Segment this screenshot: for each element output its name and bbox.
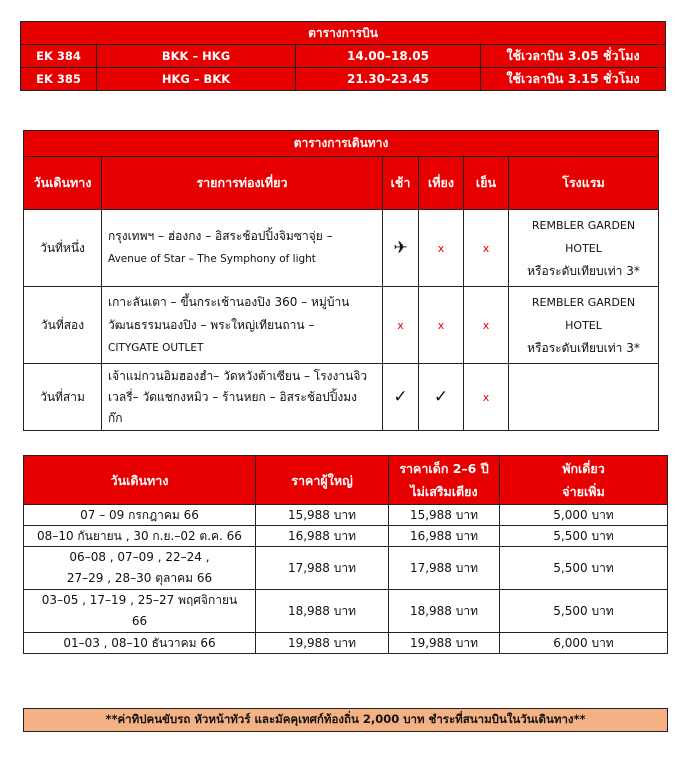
travel-dates: 07 – 09 กรกฎาคม 66 — [24, 505, 256, 526]
breakfast-cell — [383, 364, 419, 431]
airplane-icon: ✈ — [393, 238, 408, 258]
lunch-cell — [419, 364, 464, 431]
tip-note: **ค่าทิปคนขับรถ หัวหน้าทัวร์ และมัคคุเทศก์ท้องถิ่น 2,000 บาท ชำระที่สนามบินในวันเดินทาง** — [23, 708, 668, 732]
child-price: 15,988 บาท — [389, 505, 500, 526]
child-price: 19,988 บาท — [389, 633, 500, 654]
single-supplement: 5,000 บาท — [500, 505, 668, 526]
day-label: วันที่สอง — [24, 287, 102, 364]
travel-dates-line: 03–05 , 17–19 , 25–27 พฤศจิกายน — [41, 593, 238, 607]
flight-row — [21, 45, 666, 68]
header-single-line: พักเดี่ยว — [562, 461, 605, 476]
flight-code: EK 384 — [21, 45, 97, 68]
travel-dates-line: 66 — [131, 614, 148, 628]
flight-time: 21.30–23.45 — [296, 68, 481, 91]
adult-price: 15,988 บาท — [256, 505, 389, 526]
itinerary-table — [23, 130, 659, 431]
flight-schedule-table — [20, 21, 666, 91]
header-hotel: โรงแรม — [509, 157, 659, 210]
travel-dates-line: 06–08 , 07–09 , 22–24 , — [69, 550, 210, 564]
itinerary-row — [24, 364, 659, 431]
breakfast-cell — [383, 287, 419, 364]
travel-dates — [24, 590, 256, 633]
adult-price: 18,988 บาท — [256, 590, 389, 633]
price-row — [24, 547, 668, 590]
child-price: 18,988 บาท — [389, 590, 500, 633]
program-line: กรุงเทพฯ – ฮ่องกง – อิสระช้อปปิ้งจิมซาจุ่ย – — [108, 229, 333, 243]
flight-code: EK 385 — [21, 68, 97, 91]
lunch-cell — [419, 210, 464, 287]
child-price: 17,988 บาท — [389, 547, 500, 590]
header-dinner: เย็น — [464, 157, 509, 210]
hotel-name: REMBLER GARDEN — [531, 295, 636, 309]
price-row — [24, 526, 668, 547]
cross-mark: x — [482, 242, 490, 255]
program-line: ก๊ก — [108, 410, 123, 425]
cross-mark: x — [397, 319, 404, 332]
header-dates: วันเดินทาง — [24, 456, 256, 505]
travel-dates — [24, 547, 256, 590]
adult-price: 16,988 บาท — [256, 526, 389, 547]
single-supplement: 5,500 บาท — [500, 547, 668, 590]
flight-row — [21, 68, 666, 91]
flight-route: HKG – BKK — [97, 68, 296, 91]
travel-dates: 08–10 กันยายน , 30 ก.ย.–02 ต.ค. 66 — [24, 526, 256, 547]
lunch-cell — [419, 287, 464, 364]
itinerary-title: ตารางการเดินทาง — [24, 131, 659, 157]
program-line: เกาะลันเตา – ขึ้นกระเช้านองปิง 360 – หมู่บ้าน — [108, 294, 350, 309]
price-table — [23, 455, 668, 654]
travel-dates-line: 27–29 , 28–30 ตุลาคม 66 — [66, 571, 213, 585]
breakfast-cell — [383, 210, 419, 287]
price-row — [24, 633, 668, 654]
hotel-cell — [509, 364, 659, 431]
header-breakfast: เช้า — [383, 157, 419, 210]
cross-mark: x — [482, 319, 490, 332]
cross-mark: x — [437, 319, 445, 332]
price-row — [24, 590, 668, 633]
hotel-note: หรือระดับเทียบเท่า 3* — [527, 263, 640, 278]
hotel-note: หรือระดับเทียบเท่า 3* — [527, 340, 640, 355]
check-icon: ✓ — [433, 387, 449, 407]
header-single-line: จ่ายเพิ่ม — [562, 484, 605, 499]
program-text — [102, 364, 383, 431]
flight-schedule-title: ตารางการบิน — [21, 22, 666, 45]
header-day: วันเดินทาง — [24, 157, 102, 210]
header-child-price — [389, 456, 500, 505]
itinerary-row — [24, 287, 659, 364]
header-adult-price: ราคาผู้ใหญ่ — [256, 456, 389, 505]
child-price: 16,988 บาท — [389, 526, 500, 547]
dinner-cell — [464, 364, 509, 431]
check-icon: ✓ — [393, 387, 408, 407]
adult-price: 17,988 บาท — [256, 547, 389, 590]
dinner-cell — [464, 287, 509, 364]
program-line: วัฒนธรรมนองปิง – พระใหญ่เทียนถาน – — [108, 317, 315, 332]
cross-mark: x — [437, 242, 445, 255]
header-child-line: ไม่เสริมเตียง — [410, 484, 478, 499]
flight-duration: ใช้เวลาบิน 3.05 ชั่วโมง — [481, 45, 666, 68]
itinerary-row — [24, 210, 659, 287]
dinner-cell — [464, 210, 509, 287]
program-text — [102, 287, 383, 364]
day-label: วันที่หนึ่ง — [24, 210, 102, 287]
hotel-cell — [509, 210, 659, 287]
day-label: วันที่สาม — [24, 364, 102, 431]
hotel-name: HOTEL — [565, 241, 602, 255]
hotel-name: HOTEL — [565, 318, 602, 332]
single-supplement: 6,000 บาท — [500, 633, 668, 654]
flight-duration: ใช้เวลาบิน 3.15 ชั่วโมง — [481, 68, 666, 91]
program-line: เจ้าแม่กวนอิมฮองฮำ– วัดหวังต้าเซียน – โรงงานจิว — [108, 368, 368, 383]
program-text — [102, 210, 383, 287]
program-line: Avenue of Star – The Symphony of light — [108, 253, 316, 265]
flight-route: BKK – HKG — [97, 45, 296, 68]
hotel-cell — [509, 287, 659, 364]
cross-mark: x — [482, 391, 490, 404]
program-line: CITYGATE OUTLET — [108, 341, 204, 354]
single-supplement: 5,500 บาท — [500, 526, 668, 547]
hotel-name: REMBLER GARDEN — [531, 218, 636, 232]
adult-price: 19,988 บาท — [256, 633, 389, 654]
header-single-supplement — [500, 456, 668, 505]
single-supplement: 5,500 บาท — [500, 590, 668, 633]
header-lunch: เที่ยง — [419, 157, 464, 210]
price-row — [24, 505, 668, 526]
flight-time: 14.00–18.05 — [296, 45, 481, 68]
travel-dates: 01–03 , 08–10 ธันวาคม 66 — [24, 633, 256, 654]
header-child-line: ราคาเด็ก 2–6 ปี — [399, 461, 489, 476]
header-program: รายการท่องเที่ยว — [102, 157, 383, 210]
program-line: เวลรี่– วัดแชกงหมิว – ร้านหยก – อิสระช้อปปิ้งมง — [108, 389, 358, 404]
